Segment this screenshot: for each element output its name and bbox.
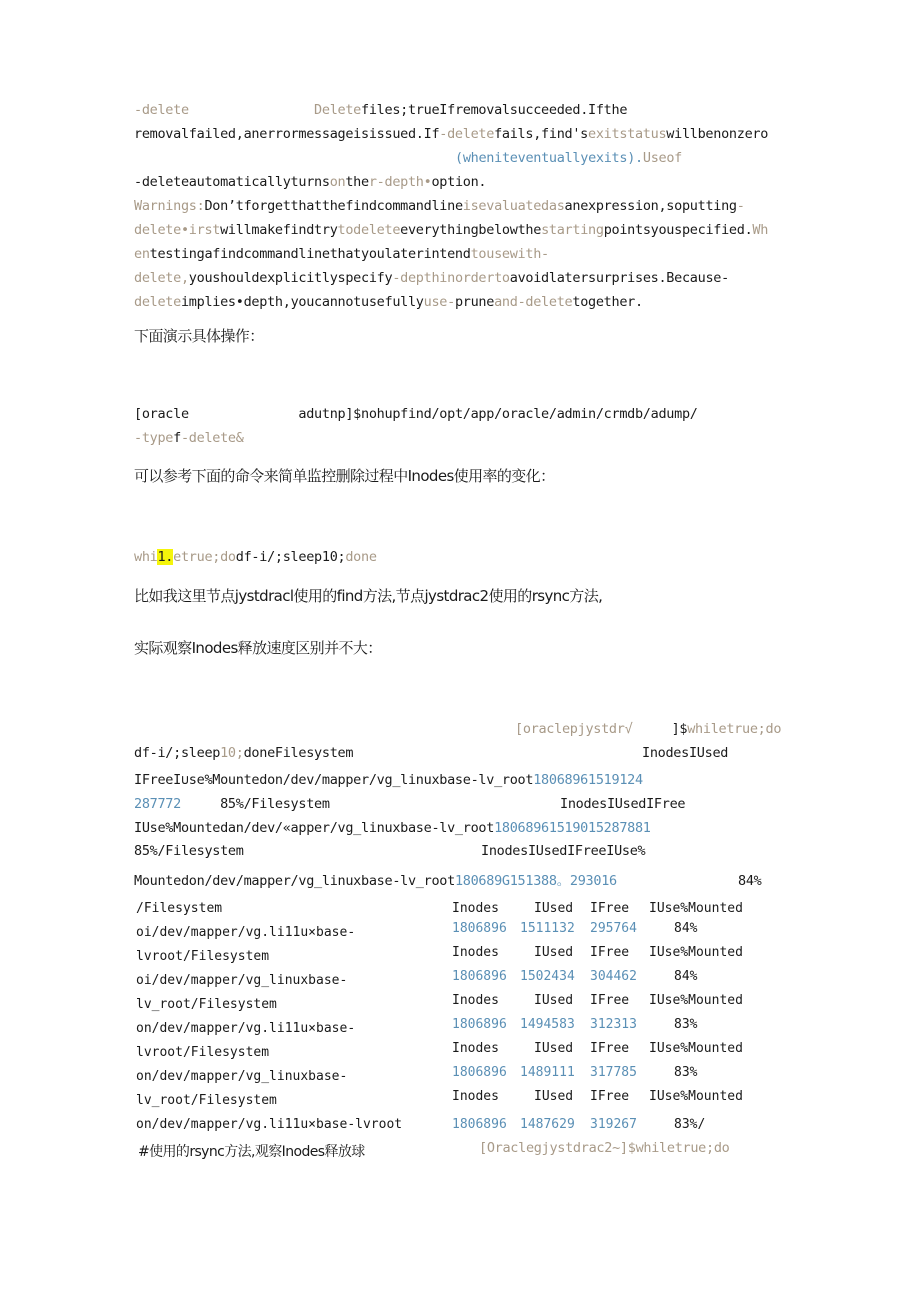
command-while-df: whi1.etrue;dodf-i/;sleep10;done bbox=[134, 549, 377, 565]
manual-line-7: entestingafindcommandlinethatyoulaterintendtousewith- bbox=[134, 246, 549, 262]
output-line-2-header: InodesIUsed bbox=[642, 745, 729, 761]
manual-line-2: removalfailed,anerrormessageisissued.If-deletefails,find'sexitstatuswillbenonzero bbox=[134, 126, 769, 142]
paragraph-observe: 实际观察Inodes释放速度区别并不大： bbox=[134, 639, 382, 657]
table-header-iused: IUsed bbox=[534, 1089, 574, 1104]
table-filesystem-text: oi/dev/mapper/vg.li11u×base- bbox=[136, 925, 356, 940]
table-header-iuse: IUse%Mounted bbox=[649, 1089, 743, 1104]
output-line-6: 85%/Filesystem bbox=[134, 843, 244, 859]
output-line-7: Mountedon/dev/mapper/vg_linuxbase-lv_root180689G151388。293016 bbox=[134, 873, 617, 889]
table-cell-iused: 1489111 bbox=[520, 1065, 575, 1080]
output-line-4-header: InodesIUsedIFree bbox=[560, 796, 686, 812]
table-header-iuse: IUse%Mounted bbox=[649, 1041, 743, 1056]
last-line-comment: #使用的rsync方法,观察Inodes释放球 bbox=[138, 1144, 365, 1160]
manual-line-5: Warnings:Don’tforgetthatthefindcommandlineisevaluatedasanexpression,soputting- bbox=[134, 198, 745, 214]
command-nohup-find-cont: -typef-delete& bbox=[134, 430, 244, 446]
table-cell-ifree: 319267 bbox=[590, 1117, 637, 1132]
table-header-inodes: Inodes bbox=[452, 1089, 499, 1104]
table-cell-ifree: 295764 bbox=[590, 921, 637, 936]
table-filesystem-text: lv_root/Filesystem bbox=[136, 997, 277, 1012]
table-header-ifree: IFree bbox=[590, 993, 630, 1008]
table-cell-inodes: 1806896 bbox=[452, 1117, 507, 1132]
table-filesystem-text: on/dev/mapper/vg.li11u×base- bbox=[136, 1021, 356, 1036]
table-filesystem-text: lvroot/Filesystem bbox=[136, 1045, 270, 1060]
table-cell-ifree: 317785 bbox=[590, 1065, 637, 1080]
manual-line-4: -deleteautomaticallyturnsonther-depth•option. bbox=[134, 174, 487, 190]
table-filesystem-text: /Filesystem bbox=[136, 901, 223, 916]
manual-line-9: deleteimplies•depth,youcannotusefullyuse-pruneand-deletetogether. bbox=[134, 294, 643, 310]
manual-line-8: delete,youshouldexplicitlyspecify-depthinordertoavoidlatersurprises.Because- bbox=[134, 270, 729, 286]
table-filesystem-text: on/dev/mapper/vg.li11u×base-lvroot bbox=[136, 1117, 403, 1132]
table-header-ifree: IFree bbox=[590, 1041, 630, 1056]
table-cell-iused: 1502434 bbox=[520, 969, 575, 984]
paragraph-demo: 下面演示具体操作： bbox=[134, 327, 264, 345]
table-cell-ifree: 304462 bbox=[590, 969, 637, 984]
table-cell-iused: 1511132 bbox=[520, 921, 575, 936]
table-header-iuse: IUse%Mounted bbox=[649, 901, 743, 916]
table-header-iused: IUsed bbox=[534, 901, 574, 916]
output-line-5: IUse%Mountedan/dev/«apper/vg_linuxbase-lv_root18068961519015287881 bbox=[134, 820, 651, 836]
table-header-inodes: Inodes bbox=[452, 945, 499, 960]
output-line-7-pct: 84% bbox=[738, 873, 762, 889]
table-header-ifree: IFree bbox=[590, 901, 630, 916]
table-header-iused: IUsed bbox=[534, 1041, 574, 1056]
table-header-inodes: Inodes bbox=[452, 901, 499, 916]
table-header-inodes: Inodes bbox=[452, 993, 499, 1008]
table-header-iused: IUsed bbox=[534, 945, 574, 960]
table-cell-inodes: 1806896 bbox=[452, 921, 507, 936]
table-header-ifree: IFree bbox=[590, 945, 630, 960]
table-cell-inodes: 1806896 bbox=[452, 1065, 507, 1080]
highlight-mark: 1. bbox=[157, 549, 174, 565]
table-header-iused: IUsed bbox=[534, 993, 574, 1008]
output-line-3: IFreeI∪se%Mountedon/dev/mapper/vg_linuxbase-lv_root18068961519124 bbox=[134, 772, 643, 788]
table-header-iuse: IUse%Mounted bbox=[649, 945, 743, 960]
table-cell-ifree: 312313 bbox=[590, 1017, 637, 1032]
paragraph-nodes: 比如我这里节点jystdracl使用的find方法,节点jystdrac2使用的rsync方法, bbox=[134, 587, 603, 605]
output-line-4: 287772 85%/Filesystem bbox=[134, 796, 330, 812]
table-filesystem-text: lv_root/Filesystem bbox=[136, 1093, 277, 1108]
table-cell-pct: 83% bbox=[674, 1065, 698, 1080]
table-cell-iused: 1494583 bbox=[520, 1017, 575, 1032]
table-header-iuse: IUse%Mounted bbox=[649, 993, 743, 1008]
paragraph-monitor: 可以参考下面的命令来简单监控删除过程中Inodes使用率的变化： bbox=[134, 467, 555, 485]
table-cell-pct: 84% bbox=[674, 921, 698, 936]
table-cell-pct: 83% bbox=[674, 1017, 698, 1032]
table-cell-inodes: 1806896 bbox=[452, 1017, 507, 1032]
table-header-inodes: Inodes bbox=[452, 1041, 499, 1056]
manual-line-1: -delete Deletefiles;trueIfremovalsucceeded.Ifthe bbox=[134, 102, 628, 118]
option-delete: -delete bbox=[134, 102, 189, 118]
output-line-2: df-i/;sleep10;doneFilesystem bbox=[134, 745, 354, 761]
table-filesystem-text: lvroot/Filesystem bbox=[136, 949, 270, 964]
manual-line-3: (wheniteventuallyexits).Useof bbox=[455, 150, 683, 166]
output-prompt-1: [oraclepjystdr√ ]$whiletrue;do bbox=[515, 721, 782, 737]
output-line-6-header: InodesIUsedIFreeIUse% bbox=[481, 843, 646, 859]
last-line-prompt: [Oraclegjystdrac2~]$whiletrue;do bbox=[479, 1140, 730, 1156]
table-cell-pct: 84% bbox=[674, 969, 698, 984]
command-nohup-find: [oracle adutnp]$nohupfind/opt/app/oracle/admin/crmdb/adump/ bbox=[134, 406, 698, 422]
table-filesystem-text: oi/dev/mapper/vg_linuxbase- bbox=[136, 973, 348, 988]
table-cell-pct: 83%/ bbox=[674, 1117, 706, 1132]
table-cell-iused: 1487629 bbox=[520, 1117, 575, 1132]
table-filesystem-text: on/dev/mapper/vg_linuxbase- bbox=[136, 1069, 348, 1084]
table-header-ifree: IFree bbox=[590, 1089, 630, 1104]
table-cell-inodes: 1806896 bbox=[452, 969, 507, 984]
manual-line-6: delete•irstwillmakefindtrytodeleteeverythingbelowthestartingpointsyouspecified.Wh bbox=[134, 222, 769, 238]
